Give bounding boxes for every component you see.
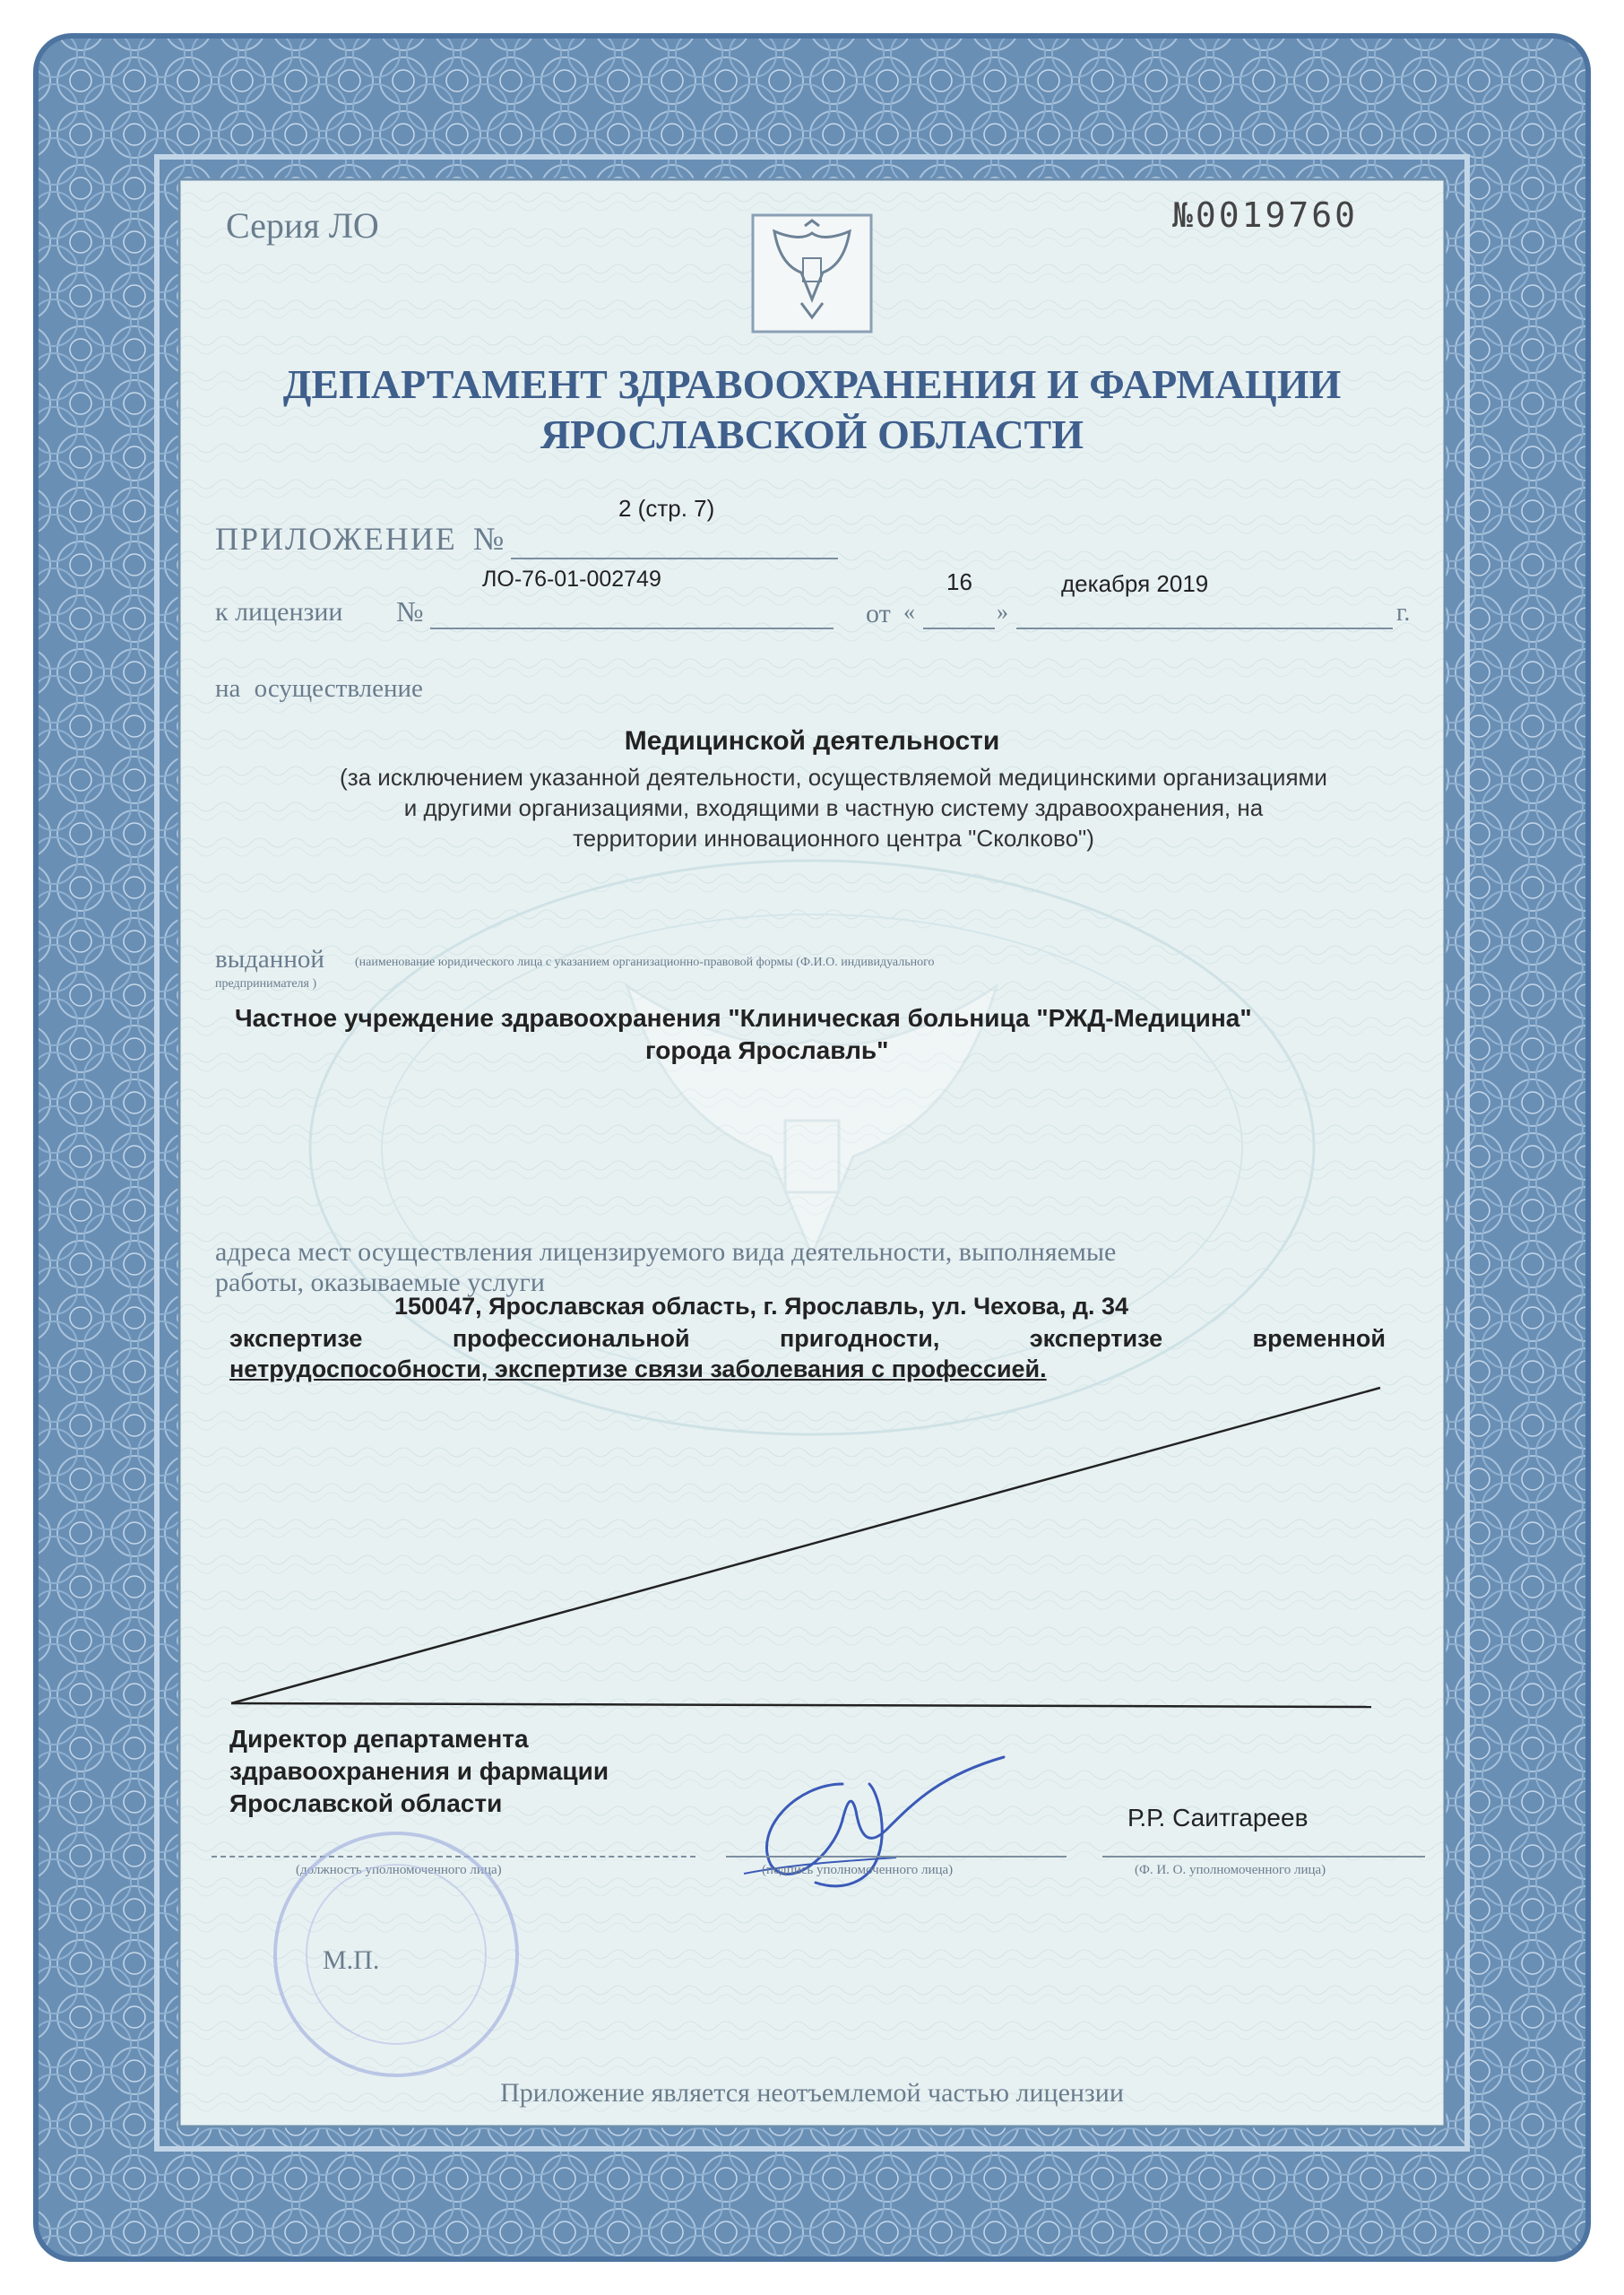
- signatory-name: Р.Р. Саитгареев: [1127, 1804, 1309, 1832]
- works-word: экспертизе: [1029, 1325, 1163, 1352]
- works-word: пригодности,: [780, 1325, 940, 1352]
- series-label: Серия ЛО: [226, 205, 379, 246]
- signature-caption: (подпись уполномоченного лица): [762, 1863, 954, 1877]
- address-label-line2: работы, оказываемые услуги: [215, 1268, 545, 1297]
- position-line2: здравоохранения и фармации: [229, 1757, 609, 1785]
- signature-caption-line: [726, 1856, 1067, 1858]
- position-line1: Директор департамента: [229, 1725, 529, 1753]
- year-suffix: г.: [1396, 599, 1411, 627]
- address-label-line1: адреса мест осуществления лицензируемого вида деятельности, выполняемые: [215, 1237, 1117, 1267]
- organization-name-line2: города Ярославль": [645, 1036, 889, 1064]
- activity-label: на осуществление: [215, 674, 423, 703]
- name-caption-line: [1102, 1856, 1425, 1858]
- form-number: №0019760: [1172, 195, 1359, 235]
- stamp-place: М.П.: [323, 1945, 380, 1975]
- appendix-no-sign: №: [473, 521, 505, 557]
- appendix-label: ПРИЛОЖЕНИЕ: [215, 521, 457, 557]
- activity-title: Медицинской деятельности: [624, 726, 1000, 756]
- works-word: экспертизе: [229, 1325, 363, 1352]
- quote-open: «: [903, 599, 915, 625]
- footer-note: Приложение является неотъемлемой частью лицензии: [500, 2078, 1124, 2108]
- official-stamp: [226, 1820, 584, 2089]
- works-line2: нетрудоспособности, экспертизе связи заболевания с профессией.: [229, 1355, 1047, 1382]
- position-caption: (должность уполномоченного лица): [296, 1863, 502, 1877]
- issued-hint-line1: (наименование юридического лица с указанием организационно-правовой формы (Ф.И.О. индивидуального: [355, 956, 935, 969]
- name-caption: (Ф. И. О. уполномоченного лица): [1135, 1863, 1326, 1877]
- license-label: к лицензии: [215, 597, 343, 627]
- activity-description-line3: территории инновационного центра "Сколково"): [573, 825, 1094, 852]
- issued-label: выданной: [215, 945, 324, 974]
- license-no-sign: №: [396, 595, 424, 628]
- organization-name-line1: Частное учреждение здравоохранения "Клиническая больница "РЖД-Медицина": [235, 1004, 1252, 1032]
- quote-close: »: [997, 599, 1008, 625]
- works-word: временной: [1252, 1325, 1386, 1352]
- department-title-line1: ДЕПАРТАМЕНТ ЗДРАВООХРАНЕНИЯ И ФАРМАЦИИ: [282, 361, 1342, 407]
- position-line3: Ярославской области: [229, 1789, 503, 1817]
- department-title-line2: ЯРОСЛАВСКОЙ ОБЛАСТИ: [540, 411, 1084, 457]
- activity-description-line2: и другими организациями, входящими в частную систему здравоохранения, на: [403, 794, 1264, 821]
- license-day: 16: [946, 568, 972, 595]
- license-number-value: ЛО-76-01-002749: [482, 567, 661, 592]
- address-value: 150047, Ярославская область, г. Ярославль, ул. Чехова, д. 34: [394, 1293, 1129, 1320]
- license-month-year: декабря 2019: [1061, 570, 1209, 597]
- from-label: от: [866, 599, 891, 628]
- issued-hint-line2: предпринимателя ): [215, 977, 317, 991]
- appendix-number-value: 2 (стр. 7): [618, 495, 715, 522]
- activity-description-line1: (за исключением указанной деятельности, осуществляемой медицинскими организациями: [340, 764, 1327, 791]
- works-word: профессиональной: [452, 1325, 690, 1352]
